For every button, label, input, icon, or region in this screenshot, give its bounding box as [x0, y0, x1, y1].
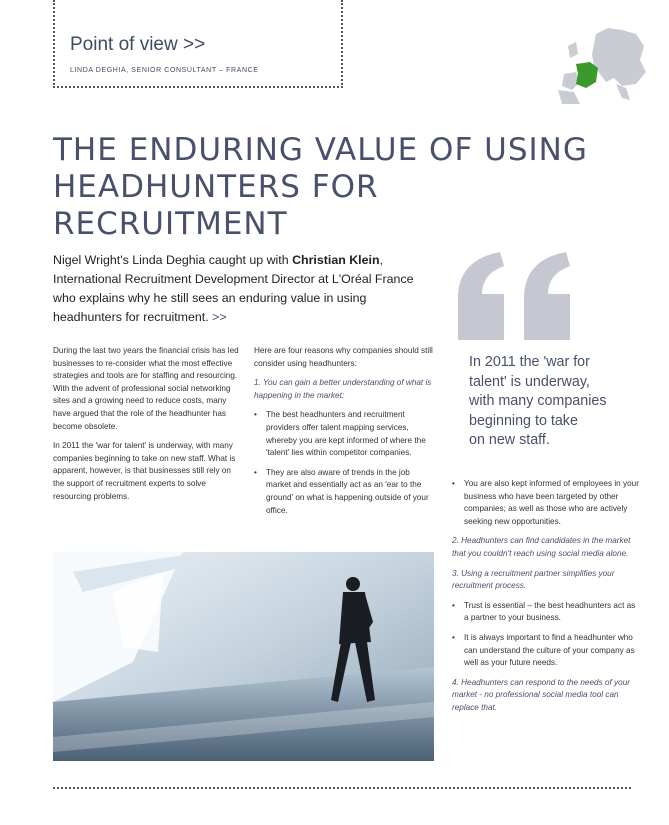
- footer-divider: [53, 787, 631, 789]
- intro-arrows: >>: [212, 310, 227, 324]
- pullquote-line: beginning to take: [469, 412, 578, 429]
- bullet-item: • Trust is essential – the best headhunters act as a partner to your business.: [452, 600, 642, 625]
- interviewee-name: Christian Klein: [292, 253, 380, 267]
- bullet-item: • You are also kept informed of employees in your business who have been targeted by other companies; as well as those who are actively seeking new opportunities.: [452, 478, 642, 528]
- reason-heading: 2. Headhunters can find candidates in the market that you couldn't reach using social media alone.: [452, 536, 631, 558]
- pullquote-line: on new staff.: [469, 432, 550, 448]
- pullquote-line: In 2011 the 'war for: [469, 354, 590, 370]
- body-column-1: [53, 345, 239, 510]
- reason-heading: 3. Using a recruitment partner simplifies your recruitment process.: [452, 568, 615, 591]
- title-line-1: THE ENDURING VALUE OF USING: [53, 132, 588, 168]
- pull-quote: [469, 353, 639, 451]
- title-line-2: HEADHUNTERS FOR RECRUITMENT: [53, 169, 379, 242]
- article-title: [53, 132, 613, 243]
- section-label: Point of view >>: [70, 34, 206, 55]
- paragraph: Here are four reasons why companies should still consider using headhunters:: [254, 346, 433, 368]
- bullet-item: • The best headhunters and recruitment providers offer talent mapping services, whereby you are kept informed of where the 'talent' lies within competitor companies.: [254, 409, 434, 459]
- quotation-mark-icon: [452, 250, 582, 340]
- author-byline: LINDA DEGHIA, SENIOR CONSULTANT – FRANCE: [70, 67, 259, 74]
- body-column-2: [254, 345, 434, 524]
- businessman-walking-photo: [53, 552, 434, 761]
- bullet-item: • They are also aware of trends in the job market and essentially act as an 'ear to the ground' on what is happening outside of your office.: [254, 467, 434, 517]
- intro-text-1: Nigel Wright's Linda Deghia caught up with: [53, 253, 293, 267]
- intro-paragraph: [53, 251, 438, 327]
- france-highlight: [576, 62, 598, 88]
- paragraph: In 2011 the 'war for talent' is underway, with many companies beginning to take on new staff. What is apparent, however, is that businesses still rely on the support of recruitment experts to solve resourcing problems.: [53, 441, 236, 501]
- body-column-3: [452, 478, 642, 722]
- paragraph: During the last two years the financial crisis has led businesses to re-consider what the most effective strategies and tools are for staffing and resourcing. With the advent of professional social networking sites and a growing need to reduce costs, many have argued that the role of the headhunter has become obsolete.: [53, 346, 239, 431]
- bullet-item: • It is always important to find a headhunter who can understand the culture of your company as well as your future needs.: [452, 632, 642, 670]
- reason-heading: 1. You can gain a better understanding of what is happening in the market:: [254, 378, 432, 400]
- pullquote-line: talent' is underway,: [469, 373, 590, 390]
- intro-text-2: , International Recruitment Development Director at L'Oréal France who explains why he still sees an enduring value in using headhunters for recruitment.: [53, 253, 414, 324]
- europe-map-icon: [556, 26, 648, 106]
- pullquote-line: with many companies: [469, 393, 607, 409]
- reason-heading: 4. Headhunters can respond to the needs of your market - no professional social media tool can replace that.: [452, 677, 630, 712]
